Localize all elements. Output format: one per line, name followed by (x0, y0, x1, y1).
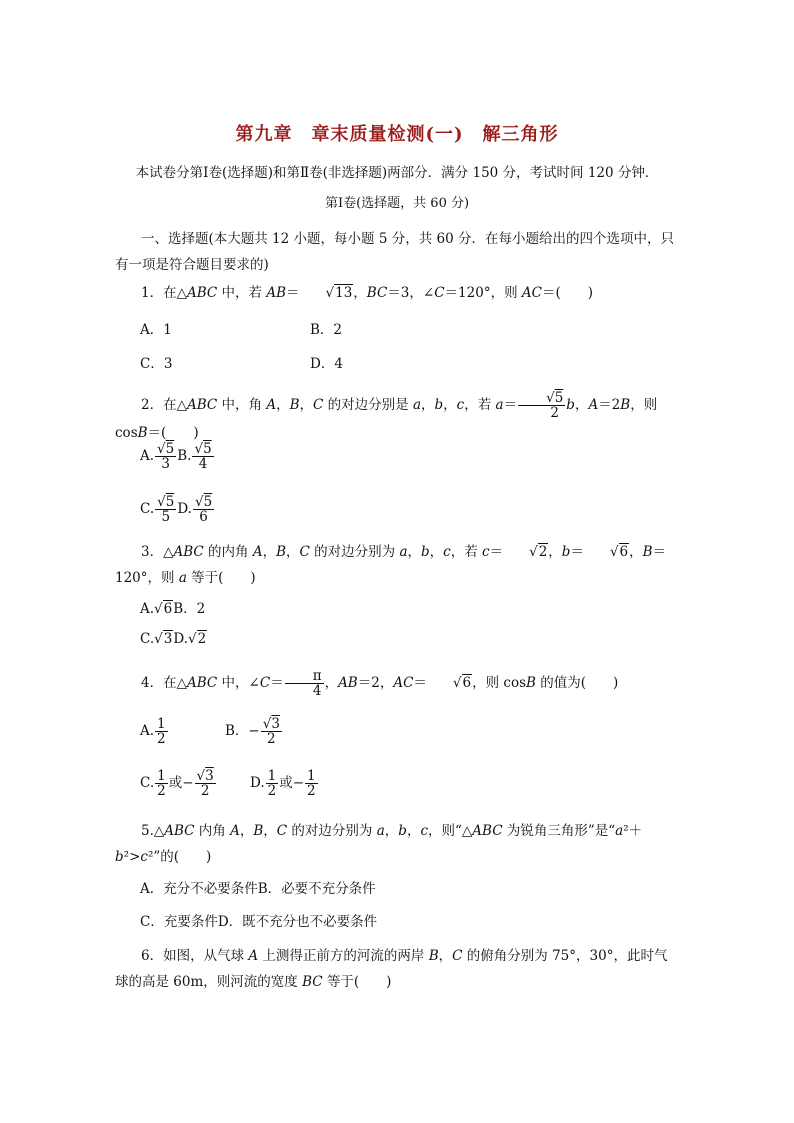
q2-options-cd (140, 495, 215, 524)
q3-option-b[interactable]: B．2 (173, 601, 206, 617)
question-1 (115, 280, 680, 306)
question-2-stem: 2．在△ABC 中，角 A，B，C 的对边分别是 a，b，c，若 a＝ $\frac{√5}{2}$ b，A＝2B，则 cosB＝( ) (115, 390, 658, 441)
question-6 (115, 943, 680, 995)
q3-options-ab (140, 597, 205, 617)
q2-option-d[interactable]: D. $\frac{√5}{6}$ (177, 494, 213, 525)
q3-option-d[interactable]: D.√2 (173, 631, 207, 647)
q2-option-c[interactable]: C. $\frac{√5}{5}$ (140, 494, 175, 525)
question-5-stem: 5.△ABC 内角 A，B，C 的对边分别为 a，b，c，则“△ABC 为锐角三角形”是“a²＋b²>c²”的( ) (115, 823, 643, 865)
q4-option-c[interactable]: C. $\frac{1}{2}$ 或− $\frac{√3}{2}$ (140, 768, 214, 799)
exam-intro: 本试卷分第Ⅰ卷(选择题)和第Ⅱ卷(非选择题)两部分．满分 150 分，考试时间 120 分钟． (135, 165, 659, 181)
question-6-stem: 6．如图，从气球 A 上测得正前方的河流的两岸 B，C 的俯角分别为 75°，30°，此时气球的高是 60m，则河流的宽度 BC 等于( ) (115, 948, 668, 990)
q1-option-d[interactable]: D．4 (310, 356, 343, 372)
section-heading: 第Ⅰ卷(选择题，共 60 分) (324, 196, 470, 211)
q1-option-a[interactable]: A．1 (140, 322, 172, 338)
question-3-stem: 3．△ABC 的内角 A，B，C 的对边分别为 a，b，c，若 c＝ √2，b＝ √6，B＝120°，则 a 等于( ) (115, 544, 667, 586)
q4-option-a[interactable]: A. $\frac{1}{2}$ (140, 716, 166, 747)
q2-option-a[interactable]: A. $\frac{√5}{3}$ (140, 441, 175, 472)
q3-options-cd (140, 631, 207, 647)
question-4 (115, 669, 680, 698)
q1-option-c[interactable]: C．3 (140, 356, 173, 372)
question-4-stem: 4．在△ABC 中，∠C＝ $\frac{\pi}{4}$ ，AB＝2，AC＝ √6，则 cosB 的值为( ) (141, 668, 619, 699)
q3-option-a[interactable]: A.√6 (140, 601, 173, 617)
q5-options-cd (140, 910, 377, 930)
q5-option-d[interactable]: D．既不充分也不必要条件 (217, 914, 378, 930)
question-2 (115, 391, 680, 446)
q5-option-b[interactable]: B．必要不充分条件 (257, 881, 376, 897)
q5-option-a[interactable]: A．充分不必要条件 (140, 881, 258, 897)
q4-option-d[interactable]: D. $\frac{1}{2}$ 或− $\frac{1}{2}$ (250, 768, 316, 799)
question-3 (115, 539, 680, 591)
part-instruction: 一、选择题(本大题共 12 小题，每小题 5 分，共 60 分．在每小题给出的四个选项中，只有一项是符合题目要求的) (115, 231, 674, 273)
q5-option-c[interactable]: C．充要条件 (140, 914, 218, 930)
q2-options-ab (140, 442, 215, 471)
q3-option-c[interactable]: C.√3 (140, 631, 173, 647)
page-title: 第九章 章末质量检测(一) 解三角形 (235, 124, 559, 145)
q4-option-b[interactable]: B．− $\frac{√3}{2}$ (225, 716, 280, 747)
q5-options-ab (140, 877, 376, 897)
question-1-stem: 1．在△ABC 中，若 AB＝ √13，BC＝3，∠C＝120°，则 AC＝( ) (141, 285, 594, 301)
q1-option-b[interactable]: B．2 (310, 322, 343, 338)
q2-option-b[interactable]: B. $\frac{√5}{4}$ (177, 441, 212, 472)
question-5 (115, 818, 680, 870)
